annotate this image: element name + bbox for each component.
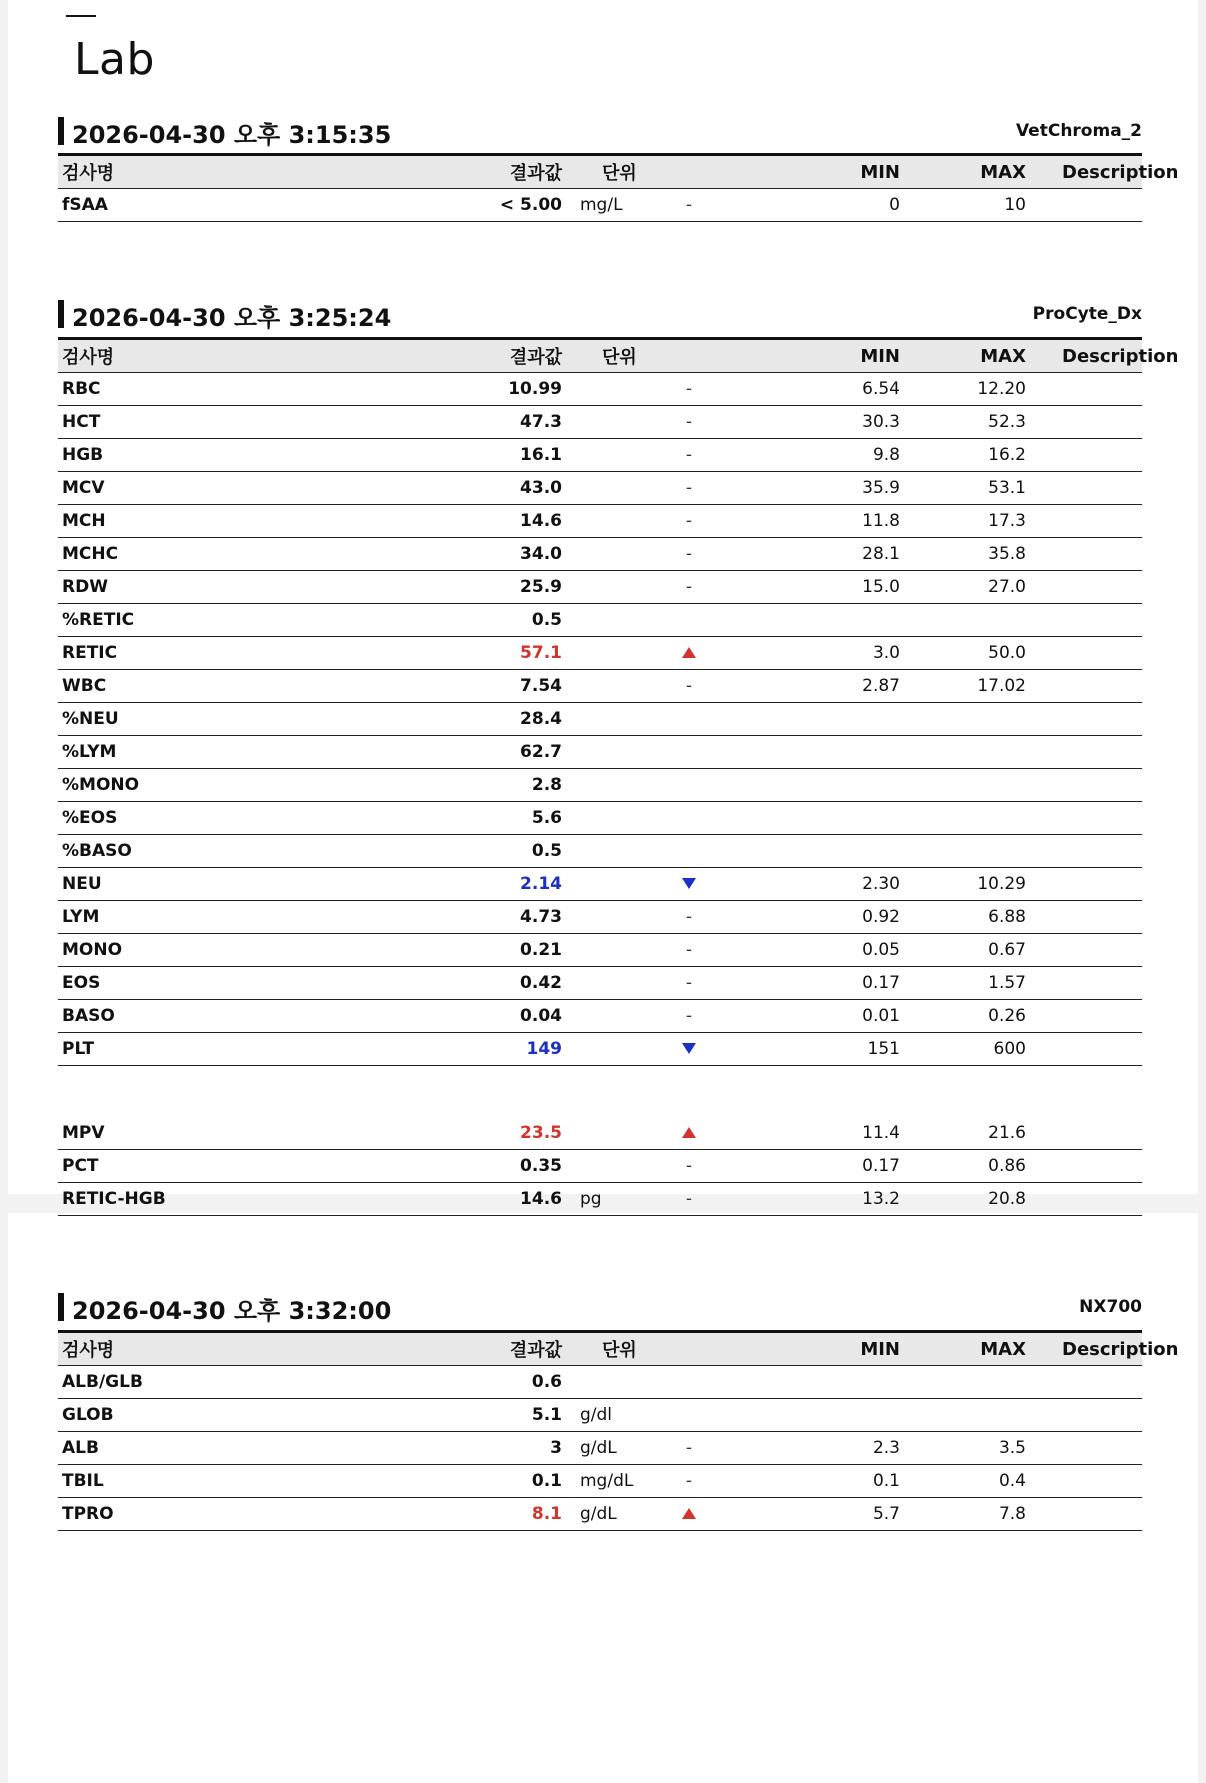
unit-cell [562,769,642,802]
unit-cell [562,1000,642,1033]
flag-cell [642,1366,732,1399]
max-cell: 0.4 [902,1465,1028,1498]
test-name-cell: ALB [58,1432,438,1465]
result-value-cell: 3 [438,1432,562,1465]
unit-cell [562,934,642,967]
max-cell: 35.8 [902,538,1028,571]
test-name-cell: LYM [58,901,438,934]
unit-cell [562,835,642,868]
table-row [58,1117,1142,1150]
min-cell [732,1366,902,1399]
max-cell [902,703,1028,736]
test-name-cell: RETIC [58,637,438,670]
table-row [58,439,1142,472]
min-cell: 35.9 [732,472,902,505]
result-value-cell: 0.5 [438,835,562,868]
table-row [58,604,1142,637]
flag-cell: - [642,439,732,472]
test-name-cell: HGB [58,439,438,472]
test-name-cell: TBIL [58,1465,438,1498]
result-value-cell: 14.6 [438,505,562,538]
min-cell: 0 [732,189,902,222]
unit-cell: g/dl [562,1399,642,1432]
test-name-cell: MONO [58,934,438,967]
test-name-cell: MCHC [58,538,438,571]
col-header-value: 결과값 [438,339,562,373]
low-flag-icon [682,878,696,889]
flag-cell: - [642,505,732,538]
table-row [58,1432,1142,1465]
min-cell [732,703,902,736]
section-device: NX700 [1079,1297,1142,1317]
unit-cell [562,538,642,571]
min-cell: 11.4 [732,1117,902,1150]
test-name-cell: WBC [58,670,438,703]
unit-cell [562,967,642,1000]
description-cell [1028,189,1142,222]
max-cell: 0.67 [902,934,1028,967]
flag-cell [642,769,732,802]
flag-cell [642,604,732,637]
section-datetime: 2026-04-30 오후 3:15:35 [72,121,392,149]
min-cell: 0.05 [732,934,902,967]
description-cell [1028,1498,1142,1531]
flag-cell: - [642,934,732,967]
col-header-name: 검사명 [58,1332,438,1366]
test-name-cell: BASO [58,1000,438,1033]
test-name-cell: MCH [58,505,438,538]
description-cell [1028,835,1142,868]
flag-cell: - [642,472,732,505]
description-cell [1028,1150,1142,1183]
result-value-cell: 0.42 [438,967,562,1000]
table-row [58,736,1142,769]
table-row [58,703,1142,736]
min-cell: 11.8 [732,505,902,538]
description-cell [1028,769,1142,802]
col-header-unit: 단위 [562,155,732,189]
table-row [58,505,1142,538]
table-row [58,637,1142,670]
result-value-cell: 57.1 [438,637,562,670]
results-table-vetchroma [58,153,1179,222]
col-header-max: MAX [902,1332,1028,1366]
description-cell [1028,703,1142,736]
section-device: VetChroma_2 [1015,121,1142,141]
result-value-cell: 5.1 [438,1399,562,1432]
col-header-min: MIN [732,339,902,373]
min-cell: 2.87 [732,670,902,703]
table-row [58,1465,1142,1498]
table-row [58,670,1142,703]
table-row [58,571,1142,604]
max-cell: 1.57 [902,967,1028,1000]
result-value-cell: 25.9 [438,571,562,604]
section-marker [58,117,64,145]
table-header-row [58,155,1142,189]
test-name-cell: %RETIC [58,604,438,637]
description-cell [1028,967,1142,1000]
flag-cell: - [642,406,732,439]
table-row [58,373,1142,406]
max-cell: 3.5 [902,1432,1028,1465]
max-cell [902,802,1028,835]
results-table-procyte [58,337,1179,1066]
page-title: Lab [74,34,155,85]
max-cell: 10.29 [902,868,1028,901]
description-cell [1028,736,1142,769]
test-name-cell: EOS [58,967,438,1000]
test-name-cell: RBC [58,373,438,406]
min-cell: 0.01 [732,1000,902,1033]
col-header-description: Description [1028,1332,1142,1366]
flag-cell [642,1399,732,1432]
description-cell [1028,505,1142,538]
test-name-cell: TPRO [58,1498,438,1531]
description-cell [1028,670,1142,703]
result-value-cell: 0.35 [438,1150,562,1183]
flag-cell [642,637,732,670]
test-name-cell: MCV [58,472,438,505]
table-header-row [58,1332,1142,1366]
max-cell: 6.88 [902,901,1028,934]
flag-cell: - [642,1465,732,1498]
flag-cell: - [642,1183,732,1216]
min-cell: 13.2 [732,1183,902,1216]
test-name-cell: fSAA [58,189,438,222]
test-name-cell: HCT [58,406,438,439]
table-row [58,1498,1142,1531]
unit-cell [562,703,642,736]
min-cell: 5.7 [732,1498,902,1531]
result-value-cell: 2.14 [438,868,562,901]
table-row [58,406,1142,439]
min-cell [732,835,902,868]
min-cell: 9.8 [732,439,902,472]
table-row [58,802,1142,835]
unit-cell [562,637,642,670]
flag-cell: - [642,571,732,604]
test-name-cell: %LYM [58,736,438,769]
table-row [58,1000,1142,1033]
description-cell [1028,538,1142,571]
max-cell [902,1366,1028,1399]
table-row [58,1150,1142,1183]
max-cell [902,1399,1028,1432]
max-cell: 16.2 [902,439,1028,472]
col-header-max: MAX [902,155,1028,189]
min-cell: 0.1 [732,1465,902,1498]
min-cell: 3.0 [732,637,902,670]
col-header-min: MIN [732,155,902,189]
min-cell [732,802,902,835]
top-dash-divider [66,15,96,17]
section-datetime: 2026-04-30 오후 3:32:00 [72,1297,392,1325]
test-name-cell: PLT [58,1033,438,1066]
flag-cell [642,1117,732,1150]
min-cell: 15.0 [732,571,902,604]
max-cell: 17.02 [902,670,1028,703]
unit-cell [562,1150,642,1183]
section-header-2 [58,298,1142,332]
col-header-unit: 단위 [562,339,732,373]
result-value-cell: 0.21 [438,934,562,967]
max-cell [902,736,1028,769]
low-flag-icon [682,1043,696,1054]
table-row [58,1399,1142,1432]
unit-cell [562,505,642,538]
max-cell: 53.1 [902,472,1028,505]
description-cell [1028,637,1142,670]
result-value-cell: 10.99 [438,373,562,406]
max-cell: 20.8 [902,1183,1028,1216]
description-cell [1028,868,1142,901]
max-cell: 0.26 [902,1000,1028,1033]
max-cell: 7.8 [902,1498,1028,1531]
col-header-value: 결과값 [438,155,562,189]
description-cell [1028,472,1142,505]
description-cell [1028,604,1142,637]
flag-cell: - [642,373,732,406]
min-cell [732,769,902,802]
description-cell [1028,571,1142,604]
min-cell [732,604,902,637]
test-name-cell: RETIC-HGB [58,1183,438,1216]
min-cell: 0.17 [732,1150,902,1183]
col-header-description: Description [1028,155,1142,189]
table-row [58,835,1142,868]
result-value-cell: 62.7 [438,736,562,769]
test-name-cell: ALB/GLB [58,1366,438,1399]
min-cell: 2.3 [732,1432,902,1465]
description-cell [1028,934,1142,967]
description-cell [1028,1000,1142,1033]
min-cell: 28.1 [732,538,902,571]
table-row [58,538,1142,571]
flag-cell: - [642,967,732,1000]
unit-cell: pg [562,1183,642,1216]
results-table-nx700 [58,1330,1179,1531]
max-cell [902,604,1028,637]
flag-cell [642,1033,732,1066]
unit-cell: mg/dL [562,1465,642,1498]
table-row [58,1183,1142,1216]
table-row [58,769,1142,802]
description-cell [1028,1366,1142,1399]
table-row [58,934,1142,967]
flag-cell: - [642,538,732,571]
description-cell [1028,1183,1142,1216]
table-row [58,189,1142,222]
result-value-cell: < 5.00 [438,189,562,222]
unit-cell [562,604,642,637]
test-name-cell: NEU [58,868,438,901]
table-row [58,1366,1142,1399]
unit-cell: mg/L [562,189,642,222]
unit-cell [562,1033,642,1066]
result-value-cell: 149 [438,1033,562,1066]
result-value-cell: 0.04 [438,1000,562,1033]
description-cell [1028,1465,1142,1498]
test-name-cell: PCT [58,1150,438,1183]
col-header-name: 검사명 [58,155,438,189]
min-cell: 0.17 [732,967,902,1000]
min-cell: 30.3 [732,406,902,439]
unit-cell [562,1366,642,1399]
min-cell: 6.54 [732,373,902,406]
flag-cell: - [642,901,732,934]
high-flag-icon [682,647,696,658]
col-header-description: Description [1028,339,1142,373]
unit-cell [562,736,642,769]
unit-cell [562,439,642,472]
description-cell [1028,373,1142,406]
description-cell [1028,439,1142,472]
section-marker [58,300,64,328]
min-cell: 2.30 [732,868,902,901]
table-row [58,901,1142,934]
result-value-cell: 0.5 [438,604,562,637]
result-value-cell: 2.8 [438,769,562,802]
max-cell: 600 [902,1033,1028,1066]
flag-cell [642,736,732,769]
max-cell: 52.3 [902,406,1028,439]
description-cell [1028,1117,1142,1150]
max-cell [902,769,1028,802]
min-cell [732,736,902,769]
unit-cell [562,868,642,901]
high-flag-icon [682,1127,696,1138]
result-value-cell: 5.6 [438,802,562,835]
unit-cell: g/dL [562,1432,642,1465]
result-value-cell: 8.1 [438,1498,562,1531]
result-value-cell: 28.4 [438,703,562,736]
test-name-cell: %EOS [58,802,438,835]
description-cell [1028,802,1142,835]
unit-cell [562,802,642,835]
result-value-cell: 34.0 [438,538,562,571]
section-header-1 [58,115,1142,149]
high-flag-icon [682,1508,696,1519]
flag-cell [642,868,732,901]
unit-cell [562,1117,642,1150]
flag-cell: - [642,670,732,703]
table-row [58,472,1142,505]
unit-cell [562,901,642,934]
max-cell: 27.0 [902,571,1028,604]
table-header-row [58,339,1142,373]
max-cell: 50.0 [902,637,1028,670]
min-cell: 0.92 [732,901,902,934]
table-row [58,868,1142,901]
result-value-cell: 0.1 [438,1465,562,1498]
table-row [58,1033,1142,1066]
min-cell [732,1399,902,1432]
description-cell [1028,1399,1142,1432]
results-table-procyte-continued [58,1117,1142,1216]
test-name-cell: %BASO [58,835,438,868]
flag-cell [642,802,732,835]
flag-cell: - [642,1150,732,1183]
max-cell: 10 [902,189,1028,222]
unit-cell [562,571,642,604]
test-name-cell: RDW [58,571,438,604]
flag-cell [642,835,732,868]
col-header-name: 검사명 [58,339,438,373]
flag-cell [642,1498,732,1531]
result-value-cell: 43.0 [438,472,562,505]
unit-cell [562,670,642,703]
result-value-cell: 16.1 [438,439,562,472]
section-header-3 [58,1291,1142,1325]
test-name-cell: GLOB [58,1399,438,1432]
max-cell: 0.86 [902,1150,1028,1183]
test-name-cell: %NEU [58,703,438,736]
test-name-cell: %MONO [58,769,438,802]
result-value-cell: 0.6 [438,1366,562,1399]
col-header-min: MIN [732,1332,902,1366]
result-value-cell: 47.3 [438,406,562,439]
table-row [58,967,1142,1000]
test-name-cell: MPV [58,1117,438,1150]
description-cell [1028,901,1142,934]
result-value-cell: 14.6 [438,1183,562,1216]
unit-cell [562,373,642,406]
result-value-cell: 4.73 [438,901,562,934]
flag-cell: - [642,189,732,222]
max-cell [902,835,1028,868]
section-datetime: 2026-04-30 오후 3:25:24 [72,304,392,332]
col-header-unit: 단위 [562,1332,732,1366]
max-cell: 12.20 [902,373,1028,406]
flag-cell: - [642,1000,732,1033]
col-header-value: 결과값 [438,1332,562,1366]
section-device: ProCyte_Dx [1032,304,1142,324]
max-cell: 21.6 [902,1117,1028,1150]
unit-cell [562,472,642,505]
description-cell [1028,1432,1142,1465]
description-cell [1028,1033,1142,1066]
description-cell [1028,406,1142,439]
flag-cell [642,703,732,736]
max-cell: 17.3 [902,505,1028,538]
col-header-max: MAX [902,339,1028,373]
flag-cell: - [642,1432,732,1465]
unit-cell [562,406,642,439]
unit-cell: g/dL [562,1498,642,1531]
section-marker [58,1293,64,1321]
result-value-cell: 7.54 [438,670,562,703]
min-cell: 151 [732,1033,902,1066]
result-value-cell: 23.5 [438,1117,562,1150]
